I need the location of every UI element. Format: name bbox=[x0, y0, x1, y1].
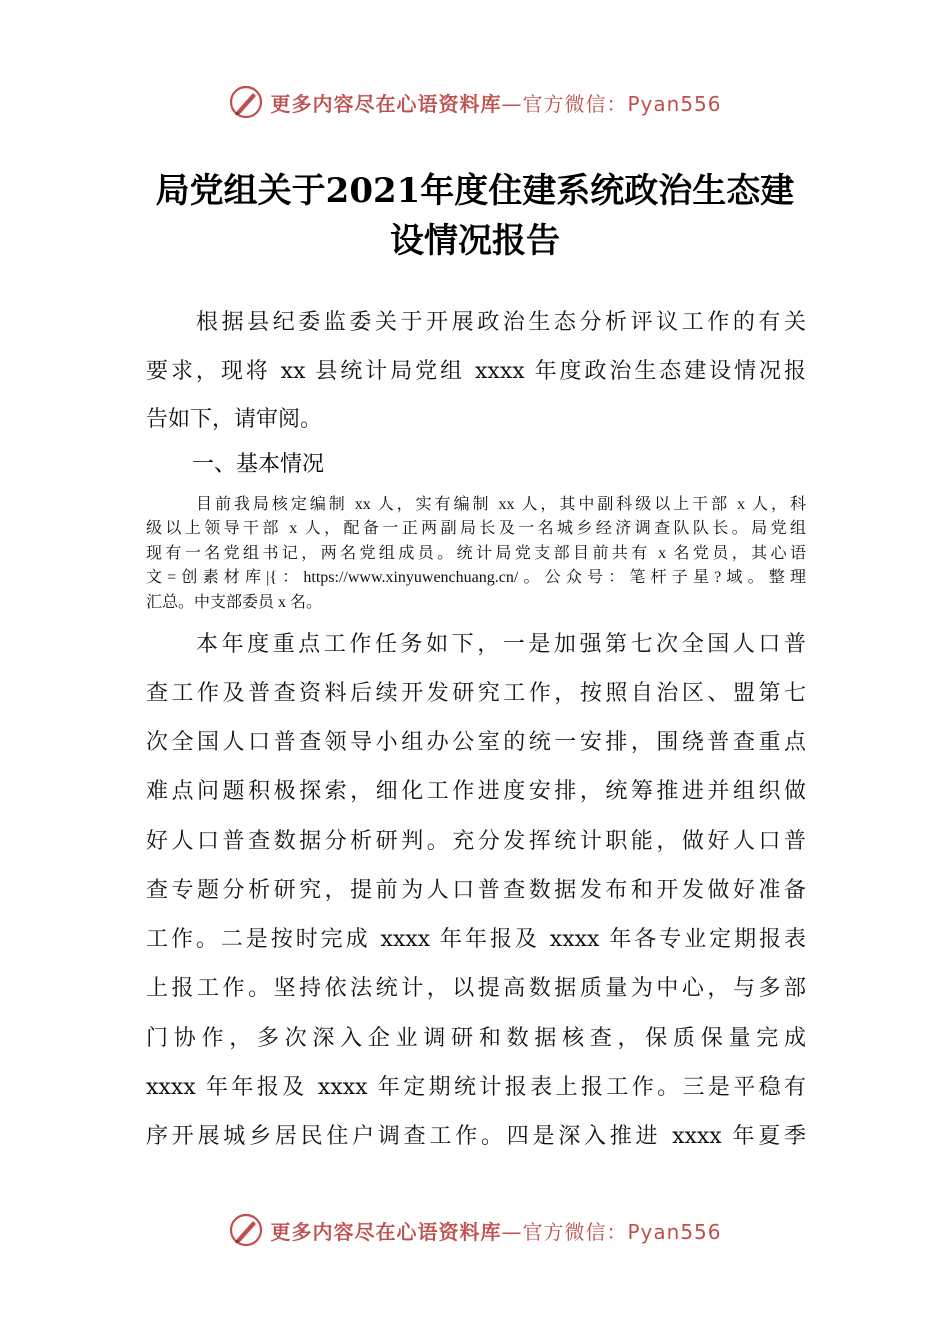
body-line: 门协作，多次深入企业调研和数据核查，保质保量完成 bbox=[146, 1026, 806, 1051]
banner-library-text: 更多内容尽在心语资料库 bbox=[270, 91, 502, 116]
body-line: 查专题分析研究，提前为人口普查数据发布和开发做好准备 bbox=[146, 878, 806, 903]
banner-dash: — bbox=[501, 91, 523, 116]
body-line: 查工作及普查资料后续开发研究工作，按照自治区、盟第七 bbox=[146, 681, 806, 706]
body-line: 本年度重点工作任务如下，一是加强第七次全国人口普 bbox=[196, 632, 806, 657]
banner-library-text: 更多内容尽在心语资料库 bbox=[270, 1219, 502, 1244]
banner-wechat-label: 官方微信： bbox=[522, 1219, 628, 1244]
body-line: 好人口普查数据分析研判。充分发挥统计职能，做好人口普 bbox=[146, 829, 806, 854]
footer-watermark-banner bbox=[0, 1208, 950, 1252]
small-text-line: 目前我局核定编制 xx 人，实有编制 xx 人，其中副科级以上干部 x 人，科 bbox=[196, 496, 806, 513]
body-line: 工作。二是按时完成 xxxx 年年报及 xxxx 年各专业定期报表 bbox=[146, 927, 806, 952]
banner-wechat-label: 官方微信： bbox=[522, 91, 628, 116]
body-line: 上报工作。坚持依法统计，以提高数据质量为中心，与多部 bbox=[146, 976, 806, 1001]
intro-line: 根据县纪委监委关于开展政治生态分析评议工作的有关 bbox=[196, 310, 806, 335]
pen-logo-icon bbox=[228, 1212, 264, 1248]
document-title-line-2: 设情况报告 bbox=[390, 221, 560, 261]
document-title-line-1: 局党组关于2021年度住建系统政治生态建 bbox=[155, 171, 795, 211]
banner-wechat-id: Pyan556 bbox=[627, 91, 722, 116]
intro-line: 告如下，请审阅。 bbox=[146, 407, 323, 432]
header-watermark-banner bbox=[0, 80, 950, 124]
body-line: 难点问题积极探索，细化工作进度安排，统筹推进并组织做 bbox=[146, 779, 806, 804]
body-line: 次全国人口普查领导小组办公室的统一安排，围绕普查重点 bbox=[146, 730, 806, 755]
pen-logo-icon bbox=[228, 84, 264, 120]
banner-wechat-id: Pyan556 bbox=[627, 1219, 722, 1244]
small-text-line: 现有一名党组书记，两名党组成员。统计局党支部目前共有 x 名党员，其心语 bbox=[146, 545, 806, 562]
intro-line: 要求，现将 xx 县统计局党组 xxxx 年度政治生态建设情况报 bbox=[146, 359, 806, 384]
small-text-line: 文=创素材库|{：https://www.xinyuwenchuang.cn/。公众号：笔杆子星?域。整理 bbox=[146, 569, 806, 586]
body-line: xxxx 年年报及 xxxx 年定期统计报表上报工作。三是平稳有 bbox=[146, 1075, 806, 1100]
small-text-line: 汇总。中支部委员 x 名。 bbox=[146, 594, 323, 611]
small-text-line: 级以上领导干部 x 人，配备一正两副局长及一名城乡经济调查队队长。局党组 bbox=[146, 520, 806, 537]
body-line: 序开展城乡居民住户调查工作。四是深入推进 xxxx 年夏季 bbox=[146, 1124, 806, 1149]
section-heading-basic-situation: 一、基本情况 bbox=[192, 452, 325, 477]
banner-dash: — bbox=[501, 1219, 523, 1244]
